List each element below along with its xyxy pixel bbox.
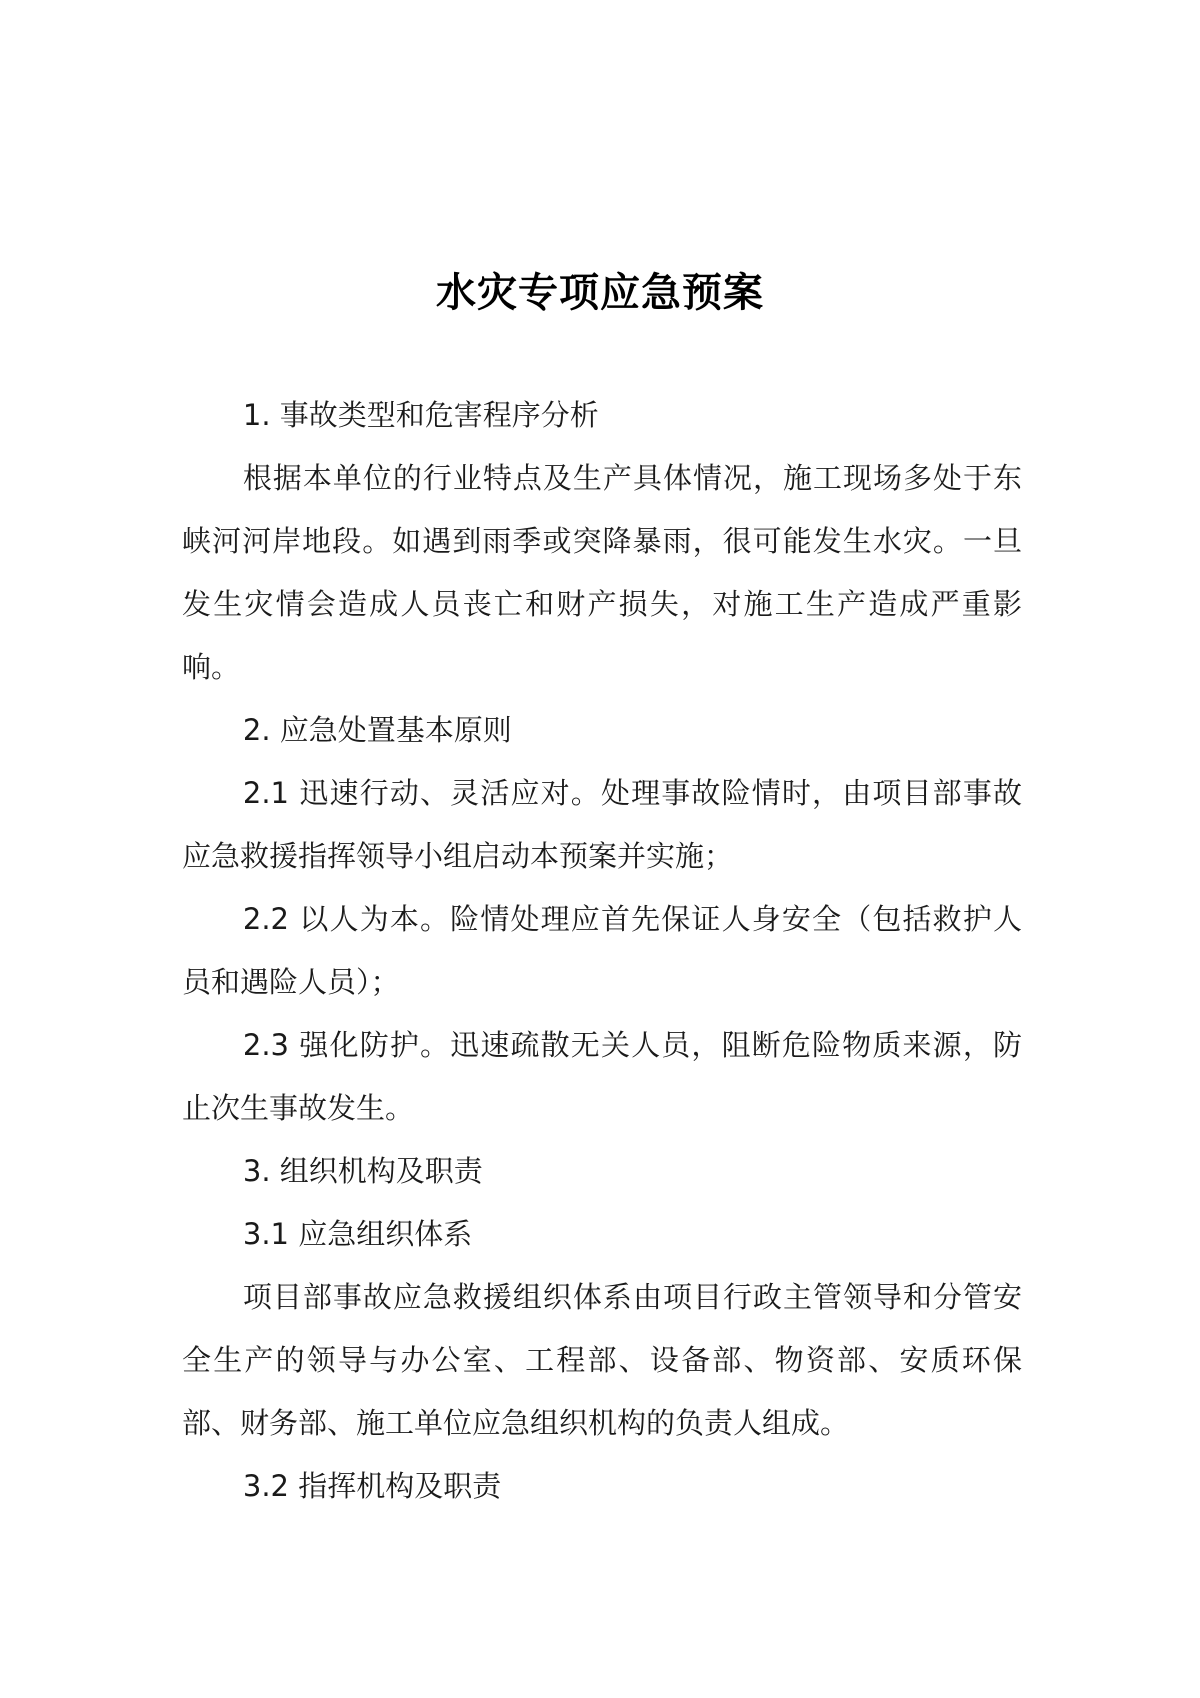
paragraph-principle-2-1: 2.1 迅速行动、灵活应对。处理事故险情时，由项目部事故应急救援指挥领导小组启动本预案并实施；	[182, 776, 1022, 873]
heading-command-structure: 3.2 指挥机构及职责	[242, 1469, 502, 1503]
document-body	[182, 384, 1022, 1518]
heading-emergency-system: 3.1 应急组织体系	[242, 1217, 473, 1251]
heading-organization: 3. 组织机构及职责	[242, 1154, 483, 1188]
paragraph-emergency-system: 项目部事故应急救援组织体系由项目行政主管领导和分管安全生产的领导与办公室、工程部、设备部、物资部、安质环保部、财务部、施工单位应急组织机构的负责人组成。	[182, 1280, 1022, 1440]
paragraph-accident-analysis: 根据本单位的行业特点及生产具体情况，施工现场多处于东峡河河岸地段。如遇到雨季或突降暴雨，很可能发生水灾。一旦发生灾情会造成人员丧亡和财产损失，对施工生产造成严重影响。	[182, 461, 1022, 684]
document-title: 水灾专项应急预案	[436, 270, 764, 316]
heading-accident-types: 1. 事故类型和危害程序分析	[242, 398, 599, 432]
heading-basic-principles: 2. 应急处置基本原则	[242, 713, 512, 747]
paragraph-principle-2-2: 2.2 以人为本。险情处理应首先保证人身安全（包括救护人员和遇险人员）；	[182, 902, 1022, 999]
paragraph-principle-2-3: 2.3 强化防护。迅速疏散无关人员，阻断危险物质来源，防止次生事故发生。	[182, 1028, 1022, 1125]
